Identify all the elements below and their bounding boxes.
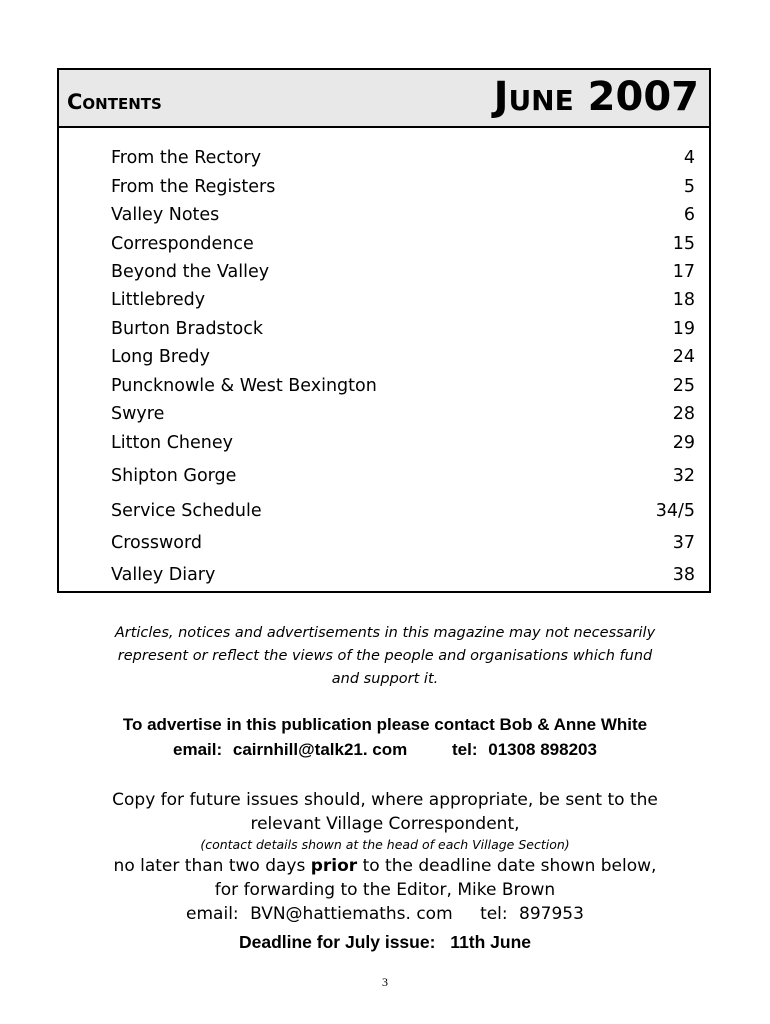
toc-entry-page: 6 [683,205,695,225]
toc-entry-title: Valley Notes [111,205,220,225]
toc-row[interactable] [111,347,695,373]
disclaimer [40,622,730,691]
email-label: email: [173,740,223,759]
toc-row[interactable] [111,376,695,402]
contents-header [59,70,709,128]
toc-entry-page: 29 [672,433,695,453]
deadline [20,932,750,953]
editor-email-link[interactable]: BVN@hattiemaths. com [250,904,453,924]
copy-emphasis: prior [310,856,358,876]
editor-tel: 897953 [519,904,584,924]
toc-entry-page: 32 [672,466,695,486]
toc-row[interactable] [111,466,695,492]
toc-entry-title: From the Registers [111,177,276,197]
toc-row[interactable] [111,205,695,231]
toc-entry-title: Litton Cheney [111,433,233,453]
toc-entry-title: Long Bredy [111,347,210,367]
disclaimer-line: Articles, notices and advertisements in this magazine may not necessarily [114,625,656,641]
advertise-email-link[interactable]: cairnhill@talk21. com [232,740,408,759]
advertise-contact-line [20,737,750,762]
tel-label: tel: [480,904,508,924]
disclaimer-line: represent or reflect the views of the people and organisations which fund [117,648,653,664]
toc-entry-title: Service Schedule [111,501,262,521]
toc-entry-title: Puncknowle & West Bexington [111,376,377,396]
editor-contact-line [20,902,750,926]
toc-entry-page: 17 [672,262,695,282]
toc-row[interactable] [111,404,695,430]
toc-entry-page: 15 [672,234,695,254]
toc-row[interactable] [111,148,695,174]
toc-entry-title: From the Rectory [111,148,262,168]
toc-entry-page: 38 [672,565,695,585]
toc-entry-page: 28 [672,404,695,424]
toc-entry-title: Crossword [111,533,202,553]
page-number: 3 [382,975,388,989]
copy-line: for forwarding to the Editor, Mike Brown [214,880,556,900]
toc-row[interactable] [111,262,695,288]
toc-row[interactable] [111,565,695,591]
toc-row[interactable] [111,533,695,559]
toc-row[interactable] [111,234,695,260]
toc-entry-page: 4 [683,148,695,168]
toc-entry-page: 5 [683,177,695,197]
copy-note: (contact details shown at the head of each Village Section) [200,837,570,852]
contents-box [57,68,711,593]
email-label: email: [186,904,239,924]
toc-entry-page: 24 [672,347,695,367]
toc-row[interactable] [111,501,695,527]
advertising-contact [20,712,750,762]
deadline-date: 11th June [450,932,532,952]
toc-entry-title: Burton Bradstock [111,319,263,339]
toc-row[interactable] [111,290,695,316]
contents-title: Contents [67,90,162,114]
toc-row[interactable] [111,177,695,203]
copy-line: Copy for future issues should, where appropriate, be sent to the [112,790,658,810]
tel-label: tel: [452,740,478,759]
copy-text: no later than two days [113,856,311,876]
toc-row[interactable] [111,319,695,345]
advertise-heading: To advertise in this publication please contact Bob & Anne White [122,715,648,734]
toc-entry-title: Swyre [111,404,165,424]
toc-entry-title: Beyond the Valley [111,262,270,282]
copy-line [20,854,750,878]
copy-line: relevant Village Correspondent, [250,814,520,834]
toc-entry-page: 34/5 [655,501,695,521]
toc-entry-page: 19 [672,319,695,339]
toc-entry-page: 25 [672,376,695,396]
deadline-label: Deadline for July issue: [238,932,436,952]
toc-entry-page: 37 [672,533,695,553]
copy-text: to the deadline date shown below, [357,856,657,876]
toc-entry-title: Valley Diary [111,565,216,585]
copy-instructions [20,788,750,926]
toc-entry-title: Shipton Gorge [111,466,237,486]
issue-date: June 2007 [493,74,699,120]
disclaimer-line: and support it. [331,671,439,687]
toc-entry-title: Littlebredy [111,290,206,310]
toc-entry-page: 18 [672,290,695,310]
toc-row[interactable] [111,433,695,459]
advertise-tel: 01308 898203 [488,740,597,759]
toc-entry-title: Correspondence [111,234,254,254]
